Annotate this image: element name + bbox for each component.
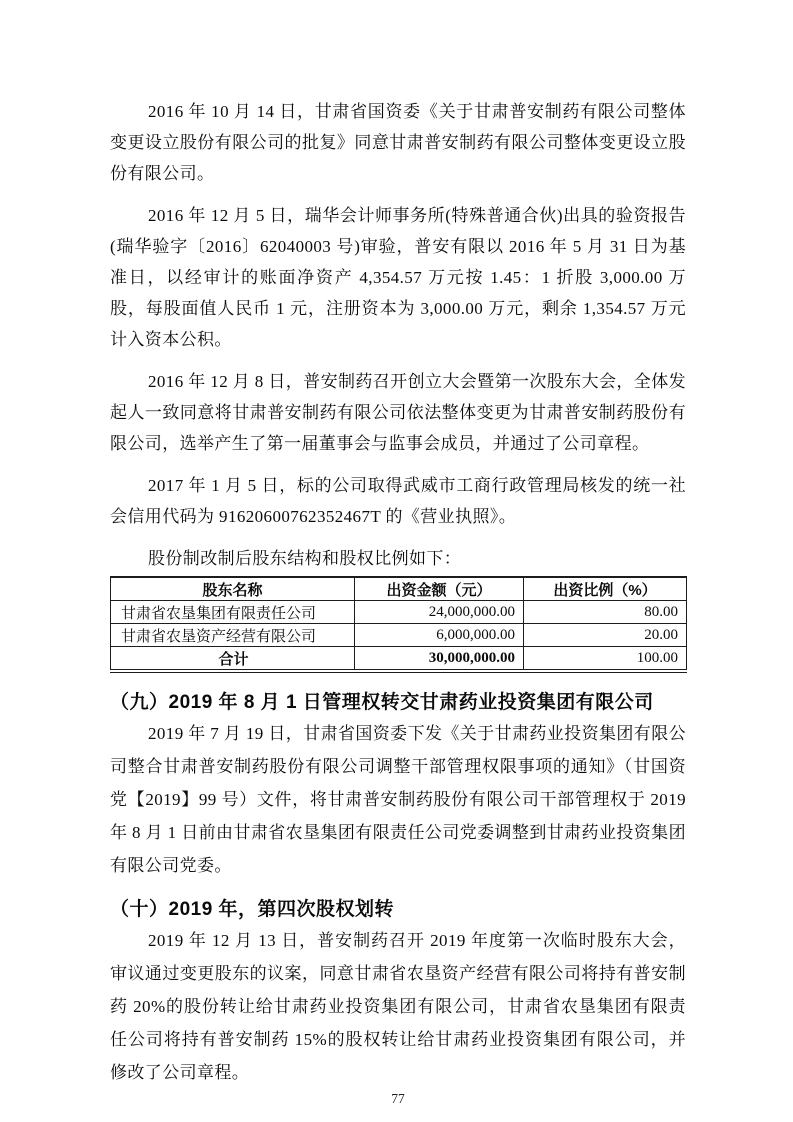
shareholder-structure-table [110,576,687,673]
table-intro-line: 股份制改制后股东结构和股权比例如下： [148,549,462,568]
contribution-amount: 24,000,000.00 [355,601,524,624]
shareholder-name: 甘肃省农垦资产经营有限公司 [111,624,355,647]
column-header-contribution-amount: 出资金额（元） [355,577,524,601]
paragraph-2016-10-14: 2016 年 10 月 14 日，甘肃省国资委《关于甘肃普安制药有限公司整体变更设立股份有限公司的批复》同意甘肃普安制药有限公司整体变更设立股份有限公司。 [110,102,686,183]
column-header-shareholder-name: 股东名称 [111,577,355,601]
contribution-amount: 6,000,000.00 [355,624,524,647]
paragraph-2016-12-08: 2016 年 12 月 8 日，普安制药召开创立大会暨第一次股东大会，全体发起人一致同意将甘肃普安制药有限公司依法整体变更为甘肃普安制药股份有限公司，选举产生了第一届董事会与监事会成员，并通过了公司章程。 [110,372,686,453]
paragraph-2017-01-05: 2017 年 1 月 5 日，标的公司取得武威市工商行政管理局核发的统一社会信用代码为 91620600762352467T 的《营业执照》。 [110,476,686,526]
paragraph-2016-12-05: 2016 年 12 月 5 日，瑞华会计师事务所(特殊普通合伙)出具的验资报告(瑞华验字〔2016〕62040003 号)审验，普安有限以 2016 年 5 月 31 日为基准日，以经审计的账面净资产 4,354.57 万元按 1.45：1 折股 3,000.00 万股，每股面值人民币 1 元，注册资本为 3,000.00 万元，剩余 1,354.57 万元计入资本公积。 [110,206,686,349]
contribution-ratio: 20.00 [524,624,687,647]
heading-section-10: （十）2019 年，第四次股权划转 [110,899,395,920]
table-row [111,601,687,624]
shareholder-name: 甘肃省农垦集团有限责任公司 [111,601,355,624]
paragraph-2019-07-19: 2019 年 7 月 19 日，甘肃省国资委下发《关于甘肃药业投资集团有限公司整合甘肃普安制药股份有限公司调整干部管理权限事项的通知》（甘国资党【2019】99 号）文件，将甘肃普安制药股份有限公司干部管理权于 2019 年 8 月 1 日前由甘肃省农垦集团有限责任公司党委调整到甘肃药业投资集团有限公司党委。 [110,724,686,875]
table-header-row [111,577,687,601]
table-row [111,624,687,647]
total-label: 合计 [111,647,355,672]
total-amount: 30,000,000.00 [355,647,524,672]
paragraph-2019-12-13: 2019 年 12 月 13 日，普安制药召开 2019 年度第一次临时股东大会，审议通过变更股东的议案，同意甘肃省农垦资产经营有限公司将持有普安制药 20%的股份转让给甘肃药业投资集团有限公司，甘肃省农垦集团有限责任公司将持有普安制药 15%的股权转让给甘肃药业投资集团有限公司，并修改了公司章程。 [110,931,686,1082]
column-header-contribution-ratio: 出资比例（%） [524,577,687,601]
table-total-row [111,647,687,672]
contribution-ratio: 80.00 [524,601,687,624]
heading-section-9: （九）2019 年 8 月 1 日管理权转交甘肃药业投资集团有限公司 [110,692,654,713]
total-ratio: 100.00 [524,647,687,672]
page-number: 77 [391,1091,405,1106]
